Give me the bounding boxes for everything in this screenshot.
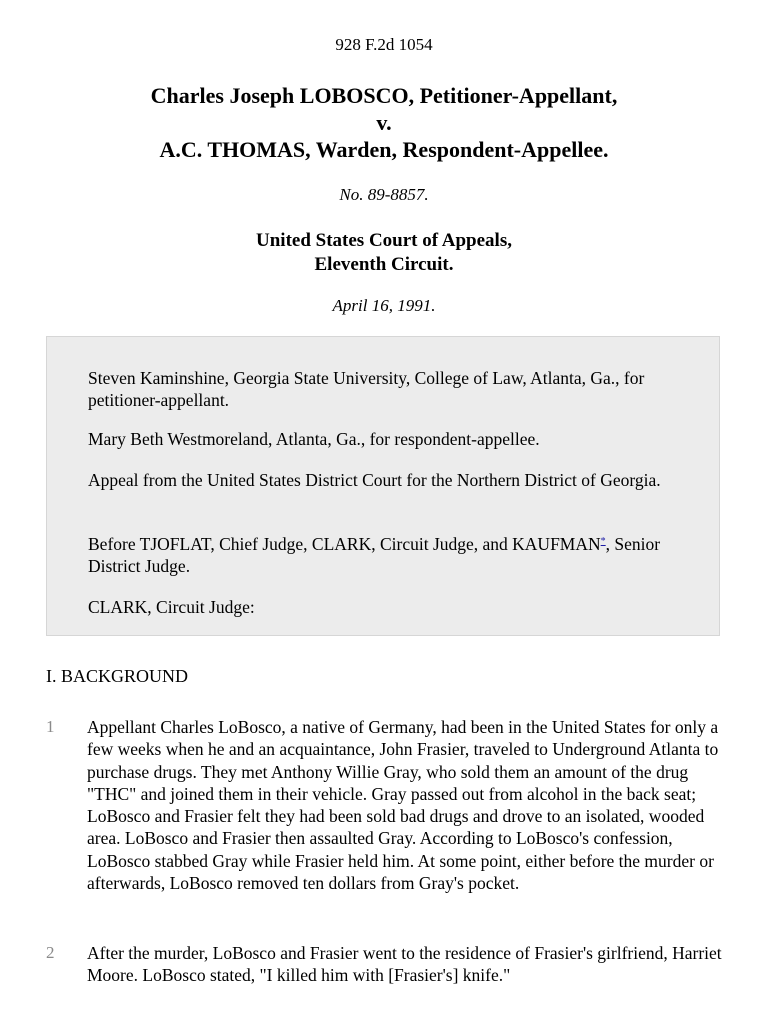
caption-respondent: A.C. THOMAS, Warden, Respondent-Appellee. [159, 137, 609, 162]
caption-petitioner: Charles Joseph LOBOSCO, Petitioner-Appellant, [150, 83, 618, 108]
paragraph-number: 1 [46, 717, 55, 736]
paragraph-text: After the murder, LoBosco and Frasier went to the residence of Frasier's girlfriend, Harriet Moore. LoBosco stated, "I killed him with [Frasier's] knife." [87, 943, 722, 986]
paragraph-text: Appellant Charles LoBosco, a native of Germany, had been in the United States for only a few weeks when he and an acquaintance, John Frasier, traveled to Underground Atlanta to purchase drugs. They met Anthony Willie Gray, who sold them an amount of the drug "THC" and joined them in their vehicle. Gray passed out from alcohol in the back seat; LoBosco and Frasier felt they had been sold bad drugs and drove to an isolated, wooded area. LoBosco and Frasier then assaulted Gray. According to LoBosco's confession, LoBosco stabbed Gray while Frasier held him. At some point, either before the murder or afterwards, LoBosco removed ten dollars from Gray's pocket. [87, 717, 719, 894]
case-caption [0, 82, 768, 163]
opinion-author: CLARK, Circuit Judge: [88, 597, 255, 617]
counsel-appellee: Mary Beth Westmoreland, Atlanta, Ga., for respondent-appellee. [88, 429, 540, 449]
paragraph-number: 2 [46, 943, 55, 962]
appeal-from: Appeal from the United States District Court for the Northern District of Georgia. [88, 470, 661, 490]
panel-text-end: , Senior District Judge. [88, 534, 661, 576]
footnote-link[interactable]: * [600, 536, 606, 547]
court-name [0, 229, 768, 277]
docket-number: No. 89-8857. [339, 185, 429, 204]
court-line-1: United States Court of Appeals, [256, 230, 512, 251]
panel-text: Before TJOFLAT, Chief Judge, CLARK, Circuit Judge, and KAUFMAN [88, 534, 601, 554]
counsel-appellant: Steven Kaminshine, Georgia State University, College of Law, Atlanta, Ga., for petitioner-appellant. [88, 368, 645, 410]
reporter-citation: 928 F.2d 1054 [335, 35, 433, 54]
preliminary-box [46, 336, 720, 636]
decision-date: April 16, 1991. [332, 296, 436, 315]
caption-versus: v. [376, 110, 392, 135]
panel-line [88, 533, 688, 577]
section-heading: I. BACKGROUND [46, 666, 189, 686]
court-line-2: Eleventh Circuit. [314, 254, 454, 275]
